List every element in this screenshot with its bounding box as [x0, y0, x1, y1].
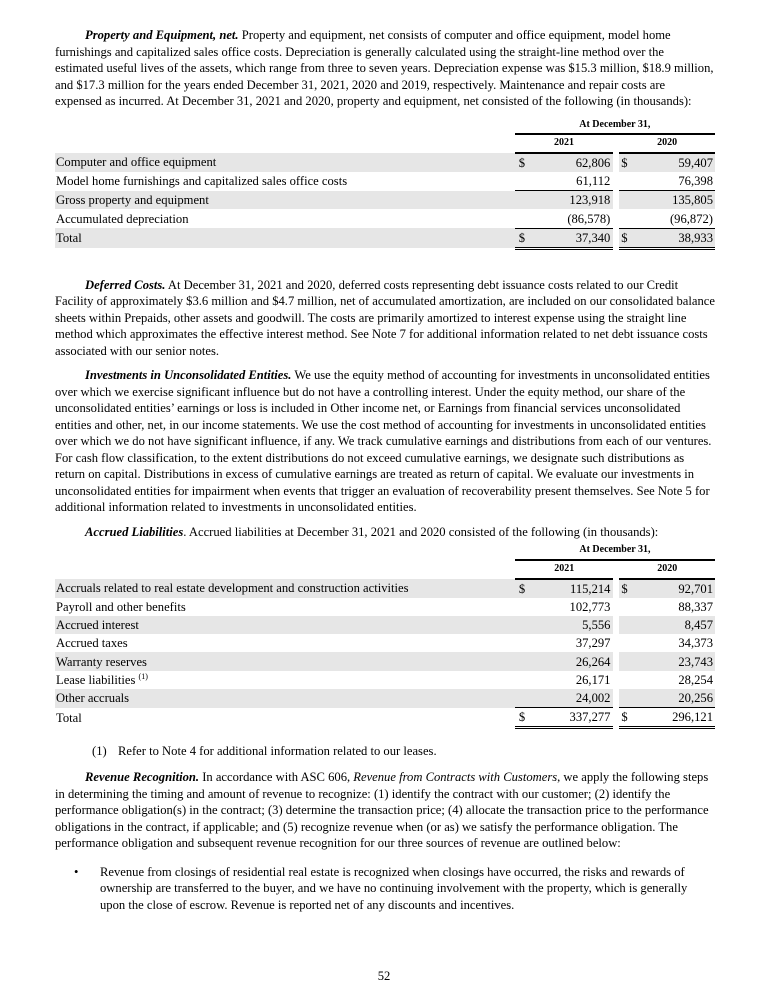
table-row: Other accruals 24,002 20,256	[55, 689, 715, 708]
investments-paragraph: Investments in Unconsolidated Entities. We use the equity method of accounting for investments in unconsolidated entities over which we exercise significant influence but do not have a controlling interest. Under the equity method, our share of the unconsolidated entities’ earnings or loss is included in Other income net, or Earnings from financial services unconsolidated entities and other, net, in our income statements. We use the cost method of accounting for investments in unconsolidated entities over which we do not have significant influence, if any. We track cumulative earnings and distributions from each of our ventures. For cash flow classification, to the extent distributions do not exceed cumulative earnings, we designate such distributions as return on capital. Distributions in excess of cumulative earnings are treated as return of capital. We evaluate our investments in unconsolidated entities for impairment when events that trigger an evaluation of recoverability present themselves. See Note 5 for additional information related to investments in unconsolidated entities.	[55, 368, 712, 515]
section-heading: Revenue Recognition.	[85, 770, 200, 785]
column-header-2020: 2020	[619, 134, 715, 153]
section-heading: Investments in Unconsolidated Entities.	[85, 368, 292, 383]
table-row: Model home furnishings and capitalized sales office costs 61,112 76,398	[55, 172, 715, 191]
section-heading: Property and Equipment, net.	[85, 28, 239, 42]
column-header-2021: 2021	[515, 134, 614, 153]
property-equipment-table	[55, 116, 715, 250]
table-row: Accrued taxes 37,297 34,373	[55, 634, 715, 652]
table-row: Accruals related to real estate development and construction activities $ 115,214 $ 92,701	[55, 579, 715, 598]
column-header-2020: 2020	[619, 560, 715, 579]
document-page	[55, 27, 715, 913]
table-row: Accumulated depreciation (86,578) (96,872)	[55, 209, 715, 228]
footnote-marker: (1)	[138, 671, 148, 681]
table-header: At December 31,	[515, 116, 715, 134]
table-row: Computer and office equipment $ 62,806 $ 59,407	[55, 153, 715, 172]
bullet-icon: •	[74, 864, 79, 879]
accrued-liabilities-table	[55, 541, 715, 729]
table-row-total: Total $ 337,277 $ 296,121	[55, 708, 715, 728]
table-row: Payroll and other benefits 102,773 88,337	[55, 598, 715, 616]
table-row: Accrued interest 5,556 8,457	[55, 616, 715, 634]
table-header: At December 31,	[515, 541, 715, 559]
section-heading: Accrued Liabilities	[85, 524, 184, 539]
table-row: Lease liabilities $^{(1)}$ 26,171 28,254	[55, 671, 715, 689]
property-equipment-paragraph: Property and Equipment, net. Property and equipment, net consists of computer and office equipment, model home furnishings and capitalized sales office costs. Depreciation is generally calculated using the straight-line method over the estimated useful lives of the assets, which range from three to seven years. Depreciation expense was $15.3 million, $18.9 million, and $17.3 million for the years ended December 31, 2021, 2020 and 2019, respectively. Maintenance and repair costs are expensed as incurred. At December 31, 2021 and 2020, property and equipment, net consisted of the following (in thousands):	[55, 28, 714, 108]
table-row: Warranty reserves 26,264 23,743	[55, 652, 715, 670]
accrued-liabilities-paragraph: Accrued Liabilities. Accrued liabilities at December 31, 2021 and 2020 consisted of the following (in thousands):	[85, 524, 659, 539]
section-heading: Deferred Costs.	[85, 277, 166, 292]
table-row: Gross property and equipment 123,918 135,805	[55, 191, 715, 210]
page-number: 52	[377, 969, 391, 983]
footnote: (1) Refer to Note 4 for additional information related to our leases.	[92, 744, 437, 759]
list-item: • Revenue from closings of residential real estate is recognized when closings have occurred, the risks and rewards of ownership are transferred to the buyer, and we have no continuing involvement with the property, which is generally upon the close of escrow. Revenue is reported net of any discounts and incentives.	[74, 864, 688, 912]
deferred-costs-paragraph: Deferred Costs. At December 31, 2021 and 2020, deferred costs representing debt issuance costs related to our Credit Facility of approximately $3.6 million and $4.7 million, net of accumulated amortization, are included on our consolidated balance sheets within Prepaids, other assets and goodwill. The costs are primarily amortized to interest expense using the straight line method which approximates the effective interest method. See Note 7 for additional information related to net debt issuance costs associated with our senior notes.	[55, 277, 715, 358]
revenue-recognition-paragraph: Revenue Recognition. In accordance with ASC 606, Revenue from Contracts with Customers, we apply the following steps in determining the timing and amount of revenue to recognize: (1) identify the contract with our customer; (2) identify the performance obligation(s) in the contract; (3) determine the transaction price; (4) allocate the transaction price to the performance obligations in the contract, if applicable; and (5) recognize revenue when (or as) we satisfy the performance obligation. The performance obligation and subsequent revenue recognition for our three sources of revenue are outlined below:	[55, 770, 709, 851]
footnote-number: (1)	[92, 744, 107, 759]
column-header-2021: 2021	[515, 560, 614, 579]
table-row-total: Total $ 37,340 $ 38,933	[55, 228, 715, 248]
